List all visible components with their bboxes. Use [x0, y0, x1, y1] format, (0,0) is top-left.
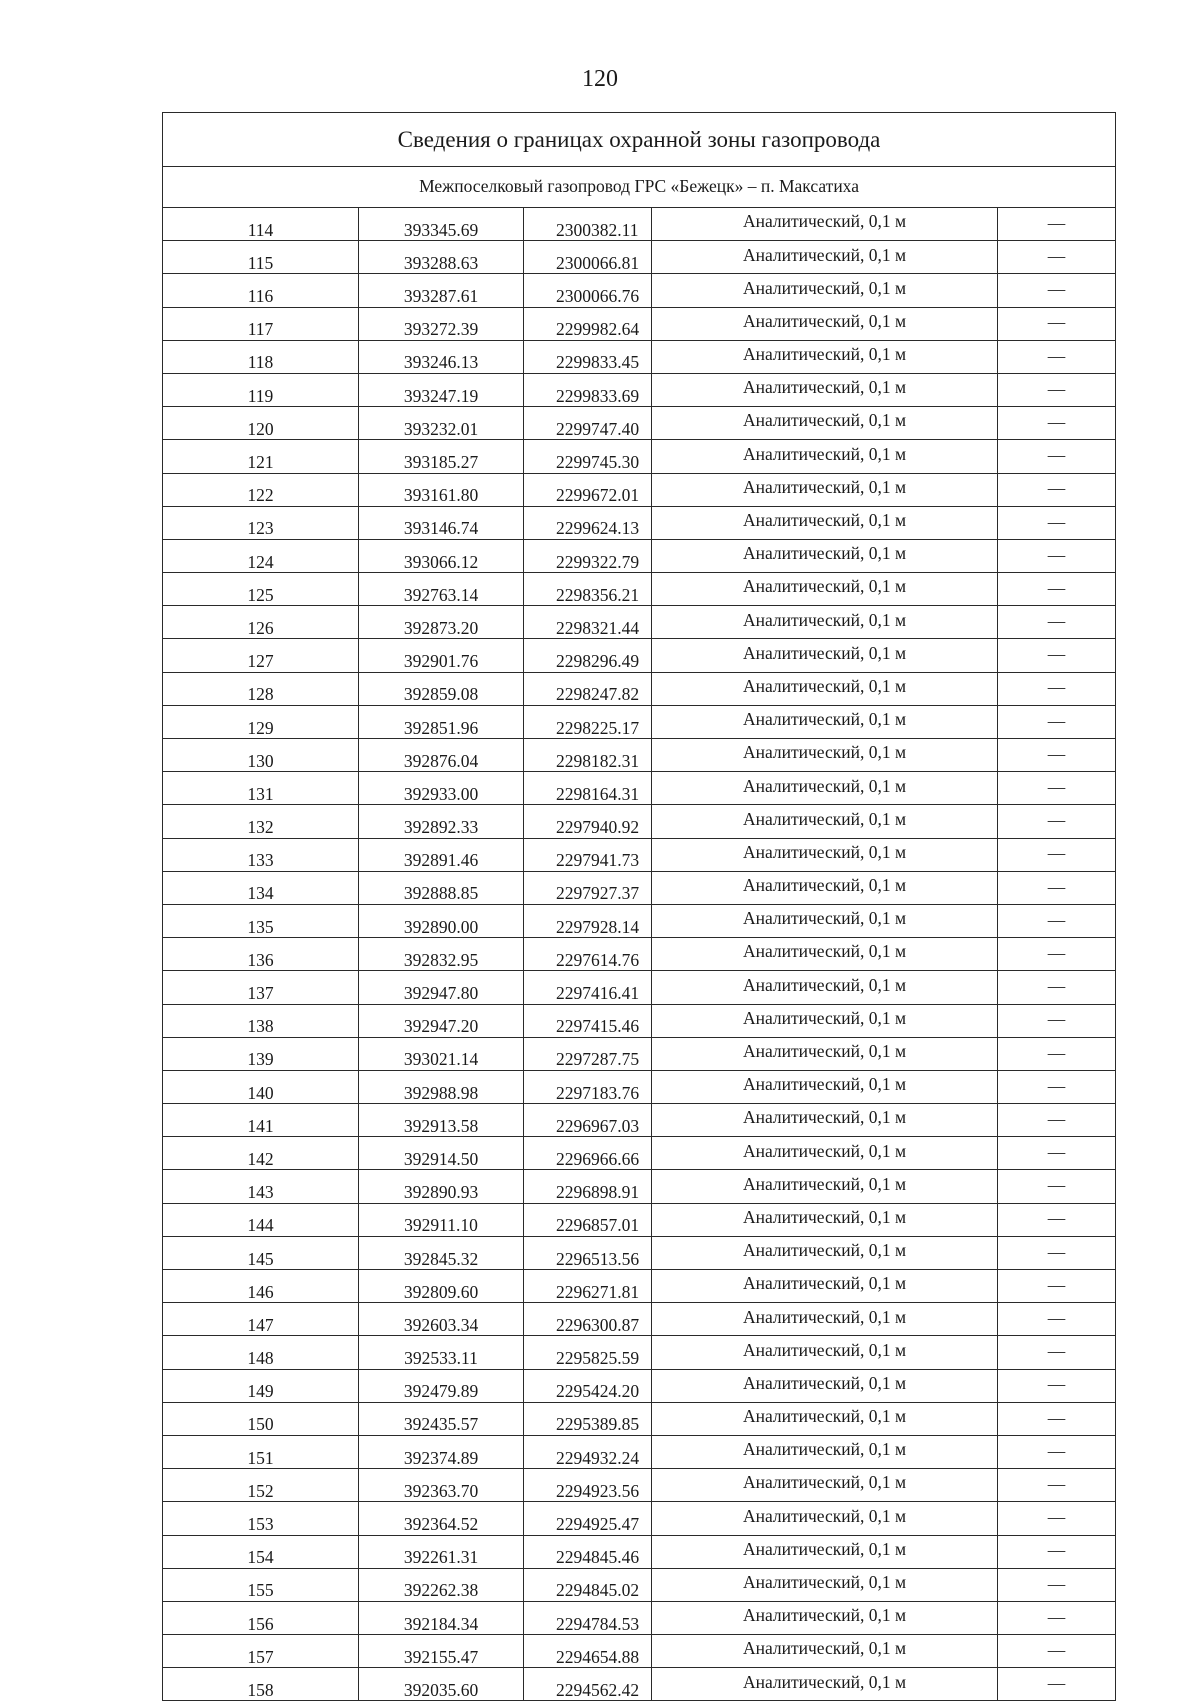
y-coordinate-cell: 2296898.91	[524, 1170, 652, 1203]
x-coordinate-cell: 393246.13	[359, 340, 524, 373]
method-cell: Аналитический, 0,1 м	[652, 241, 998, 274]
description-cell: —	[998, 1170, 1116, 1203]
x-coordinate-cell: 392913.58	[359, 1104, 524, 1137]
x-coordinate-cell: 392947.80	[359, 971, 524, 1004]
table-row	[163, 1502, 1116, 1535]
point-number-cell: 158	[163, 1668, 359, 1701]
point-number-cell: 156	[163, 1601, 359, 1634]
description-cell: —	[998, 1236, 1116, 1269]
table-row	[163, 1435, 1116, 1468]
description-cell: —	[998, 307, 1116, 340]
table-row	[163, 871, 1116, 904]
y-coordinate-cell: 2298164.31	[524, 772, 652, 805]
y-coordinate-cell: 2297614.76	[524, 938, 652, 971]
x-coordinate-cell: 392901.76	[359, 639, 524, 672]
method-cell: Аналитический, 0,1 м	[652, 1502, 998, 1535]
method-cell: Аналитический, 0,1 м	[652, 1037, 998, 1070]
point-number-cell: 126	[163, 606, 359, 639]
method-cell: Аналитический, 0,1 м	[652, 1635, 998, 1668]
y-coordinate-cell: 2294784.53	[524, 1601, 652, 1634]
point-number-cell: 131	[163, 772, 359, 805]
point-number-cell: 140	[163, 1070, 359, 1103]
description-cell: —	[998, 241, 1116, 274]
x-coordinate-cell: 392914.50	[359, 1137, 524, 1170]
y-coordinate-cell: 2299982.64	[524, 307, 652, 340]
method-cell: Аналитический, 0,1 м	[652, 1435, 998, 1468]
table-row	[163, 838, 1116, 871]
point-number-cell: 119	[163, 373, 359, 406]
point-number-cell: 116	[163, 274, 359, 307]
table-row	[163, 1203, 1116, 1236]
description-cell: —	[998, 1137, 1116, 1170]
description-cell: —	[998, 1336, 1116, 1369]
table-row	[163, 639, 1116, 672]
x-coordinate-cell: 393247.19	[359, 373, 524, 406]
method-cell: Аналитический, 0,1 м	[652, 705, 998, 738]
point-number-cell: 128	[163, 672, 359, 705]
y-coordinate-cell: 2297927.37	[524, 871, 652, 904]
y-coordinate-cell: 2294562.42	[524, 1668, 652, 1701]
x-coordinate-cell: 392809.60	[359, 1270, 524, 1303]
x-coordinate-cell: 392763.14	[359, 573, 524, 606]
x-coordinate-cell: 392891.46	[359, 838, 524, 871]
method-cell: Аналитический, 0,1 м	[652, 805, 998, 838]
description-cell: —	[998, 1601, 1116, 1634]
x-coordinate-cell: 393185.27	[359, 440, 524, 473]
table-subtitle: Межпоселковый газопровод ГРС «Бежецк» – п. Максатиха	[163, 167, 1116, 208]
y-coordinate-cell: 2296271.81	[524, 1270, 652, 1303]
point-number-cell: 150	[163, 1402, 359, 1435]
point-number-cell: 121	[163, 440, 359, 473]
point-number-cell: 153	[163, 1502, 359, 1535]
y-coordinate-cell: 2299672.01	[524, 473, 652, 506]
table-row	[163, 373, 1116, 406]
x-coordinate-cell: 392435.57	[359, 1402, 524, 1435]
y-coordinate-cell: 2296857.01	[524, 1203, 652, 1236]
x-coordinate-cell: 393272.39	[359, 307, 524, 340]
description-cell: —	[998, 705, 1116, 738]
point-number-cell: 142	[163, 1137, 359, 1170]
point-number-cell: 155	[163, 1568, 359, 1601]
description-cell: —	[998, 971, 1116, 1004]
description-cell: —	[998, 506, 1116, 539]
description-cell: —	[998, 274, 1116, 307]
table-row	[163, 1469, 1116, 1502]
table-row	[163, 1070, 1116, 1103]
point-number-cell: 115	[163, 241, 359, 274]
x-coordinate-cell: 392533.11	[359, 1336, 524, 1369]
table-row	[163, 938, 1116, 971]
x-coordinate-cell: 392933.00	[359, 772, 524, 805]
table-row	[163, 573, 1116, 606]
method-cell: Аналитический, 0,1 м	[652, 373, 998, 406]
method-cell: Аналитический, 0,1 м	[652, 1170, 998, 1203]
x-coordinate-cell: 393345.69	[359, 208, 524, 241]
y-coordinate-cell: 2296300.87	[524, 1303, 652, 1336]
description-cell: —	[998, 1303, 1116, 1336]
description-cell: —	[998, 1369, 1116, 1402]
method-cell: Аналитический, 0,1 м	[652, 1270, 998, 1303]
description-cell: —	[998, 573, 1116, 606]
table-subtitle-row	[163, 167, 1116, 208]
y-coordinate-cell: 2297415.46	[524, 1004, 652, 1037]
x-coordinate-cell: 393146.74	[359, 506, 524, 539]
table-row	[163, 606, 1116, 639]
method-cell: Аналитический, 0,1 м	[652, 1336, 998, 1369]
table-row	[163, 739, 1116, 772]
method-cell: Аналитический, 0,1 м	[652, 1469, 998, 1502]
table-row	[163, 904, 1116, 937]
table-row	[163, 1336, 1116, 1369]
point-number-cell: 114	[163, 208, 359, 241]
y-coordinate-cell: 2298247.82	[524, 672, 652, 705]
x-coordinate-cell: 392890.93	[359, 1170, 524, 1203]
table-row	[163, 1170, 1116, 1203]
point-number-cell: 144	[163, 1203, 359, 1236]
table-row	[163, 307, 1116, 340]
x-coordinate-cell: 392890.00	[359, 904, 524, 937]
point-number-cell: 123	[163, 506, 359, 539]
description-cell: —	[998, 1502, 1116, 1535]
method-cell: Аналитический, 0,1 м	[652, 1568, 998, 1601]
x-coordinate-cell: 393161.80	[359, 473, 524, 506]
y-coordinate-cell: 2299833.45	[524, 340, 652, 373]
point-number-cell: 147	[163, 1303, 359, 1336]
y-coordinate-cell: 2297941.73	[524, 838, 652, 871]
point-number-cell: 149	[163, 1369, 359, 1402]
point-number-cell: 120	[163, 407, 359, 440]
x-coordinate-cell: 392364.52	[359, 1502, 524, 1535]
point-number-cell: 151	[163, 1435, 359, 1468]
point-number-cell: 146	[163, 1270, 359, 1303]
y-coordinate-cell: 2300382.11	[524, 208, 652, 241]
y-coordinate-cell: 2297928.14	[524, 904, 652, 937]
description-cell: —	[998, 904, 1116, 937]
table-row	[163, 208, 1116, 241]
method-cell: Аналитический, 0,1 м	[652, 739, 998, 772]
method-cell: Аналитический, 0,1 м	[652, 938, 998, 971]
point-number-cell: 129	[163, 705, 359, 738]
x-coordinate-cell: 392155.47	[359, 1635, 524, 1668]
x-coordinate-cell: 392832.95	[359, 938, 524, 971]
description-cell: —	[998, 1435, 1116, 1468]
x-coordinate-cell: 392876.04	[359, 739, 524, 772]
point-number-cell: 145	[163, 1236, 359, 1269]
description-cell: —	[998, 208, 1116, 241]
description-cell: —	[998, 1668, 1116, 1701]
method-cell: Аналитический, 0,1 м	[652, 971, 998, 1004]
point-number-cell: 157	[163, 1635, 359, 1668]
x-coordinate-cell: 393232.01	[359, 407, 524, 440]
table-row	[163, 1004, 1116, 1037]
method-cell: Аналитический, 0,1 м	[652, 307, 998, 340]
point-number-cell: 132	[163, 805, 359, 838]
point-number-cell: 130	[163, 739, 359, 772]
y-coordinate-cell: 2299322.79	[524, 539, 652, 572]
point-number-cell: 118	[163, 340, 359, 373]
point-number-cell: 133	[163, 838, 359, 871]
point-number-cell: 124	[163, 539, 359, 572]
method-cell: Аналитический, 0,1 м	[652, 1369, 998, 1402]
table-row	[163, 1137, 1116, 1170]
x-coordinate-cell: 392911.10	[359, 1203, 524, 1236]
table-title: Сведения о границах охранной зоны газопровода	[163, 113, 1116, 167]
y-coordinate-cell: 2298182.31	[524, 739, 652, 772]
y-coordinate-cell: 2300066.81	[524, 241, 652, 274]
y-coordinate-cell: 2297287.75	[524, 1037, 652, 1070]
y-coordinate-cell: 2298296.49	[524, 639, 652, 672]
x-coordinate-cell: 392988.98	[359, 1070, 524, 1103]
method-cell: Аналитический, 0,1 м	[652, 871, 998, 904]
description-cell: —	[998, 805, 1116, 838]
description-cell: —	[998, 1004, 1116, 1037]
method-cell: Аналитический, 0,1 м	[652, 606, 998, 639]
table-row	[163, 1668, 1116, 1701]
table-row	[163, 1037, 1116, 1070]
description-cell: —	[998, 606, 1116, 639]
x-coordinate-cell: 392479.89	[359, 1369, 524, 1402]
table-row	[163, 1635, 1116, 1668]
method-cell: Аналитический, 0,1 м	[652, 539, 998, 572]
y-coordinate-cell: 2295825.59	[524, 1336, 652, 1369]
table-row	[163, 340, 1116, 373]
point-number-cell: 141	[163, 1104, 359, 1137]
point-number-cell: 152	[163, 1469, 359, 1502]
description-cell: —	[998, 373, 1116, 406]
y-coordinate-cell: 2296967.03	[524, 1104, 652, 1137]
y-coordinate-cell: 2299747.40	[524, 407, 652, 440]
table-row	[163, 772, 1116, 805]
description-cell: —	[998, 1635, 1116, 1668]
method-cell: Аналитический, 0,1 м	[652, 639, 998, 672]
table-row	[163, 672, 1116, 705]
y-coordinate-cell: 2297940.92	[524, 805, 652, 838]
y-coordinate-cell: 2299833.69	[524, 373, 652, 406]
point-number-cell: 125	[163, 573, 359, 606]
y-coordinate-cell: 2297416.41	[524, 971, 652, 1004]
method-cell: Аналитический, 0,1 м	[652, 904, 998, 937]
point-number-cell: 117	[163, 307, 359, 340]
x-coordinate-cell: 392859.08	[359, 672, 524, 705]
table-row	[163, 971, 1116, 1004]
y-coordinate-cell: 2299624.13	[524, 506, 652, 539]
method-cell: Аналитический, 0,1 м	[652, 407, 998, 440]
description-cell: —	[998, 1037, 1116, 1070]
x-coordinate-cell: 393287.61	[359, 274, 524, 307]
y-coordinate-cell: 2294932.24	[524, 1435, 652, 1468]
y-coordinate-cell: 2298321.44	[524, 606, 652, 639]
description-cell: —	[998, 1070, 1116, 1103]
y-coordinate-cell: 2294654.88	[524, 1635, 652, 1668]
table-row	[163, 1568, 1116, 1601]
method-cell: Аналитический, 0,1 м	[652, 1004, 998, 1037]
method-cell: Аналитический, 0,1 м	[652, 772, 998, 805]
table-row	[163, 1104, 1116, 1137]
description-cell: —	[998, 1203, 1116, 1236]
description-cell: —	[998, 938, 1116, 971]
x-coordinate-cell: 392845.32	[359, 1236, 524, 1269]
description-cell: —	[998, 539, 1116, 572]
table-row	[163, 440, 1116, 473]
x-coordinate-cell: 392374.89	[359, 1435, 524, 1468]
y-coordinate-cell: 2294845.46	[524, 1535, 652, 1568]
table-row	[163, 473, 1116, 506]
method-cell: Аналитический, 0,1 м	[652, 440, 998, 473]
x-coordinate-cell: 392184.34	[359, 1601, 524, 1634]
description-cell: —	[998, 1104, 1116, 1137]
description-cell: —	[998, 473, 1116, 506]
point-number-cell: 138	[163, 1004, 359, 1037]
y-coordinate-cell: 2296966.66	[524, 1137, 652, 1170]
method-cell: Аналитический, 0,1 м	[652, 1303, 998, 1336]
method-cell: Аналитический, 0,1 м	[652, 1668, 998, 1701]
method-cell: Аналитический, 0,1 м	[652, 1402, 998, 1435]
description-cell: —	[998, 672, 1116, 705]
table-row	[163, 705, 1116, 738]
method-cell: Аналитический, 0,1 м	[652, 473, 998, 506]
table-row	[163, 1236, 1116, 1269]
method-cell: Аналитический, 0,1 м	[652, 573, 998, 606]
method-cell: Аналитический, 0,1 м	[652, 1104, 998, 1137]
table-row	[163, 1303, 1116, 1336]
method-cell: Аналитический, 0,1 м	[652, 506, 998, 539]
description-cell: —	[998, 739, 1116, 772]
table-row	[163, 407, 1116, 440]
y-coordinate-cell: 2299745.30	[524, 440, 652, 473]
table-row	[163, 539, 1116, 572]
x-coordinate-cell: 392888.85	[359, 871, 524, 904]
description-cell: —	[998, 440, 1116, 473]
method-cell: Аналитический, 0,1 м	[652, 1137, 998, 1170]
y-coordinate-cell: 2296513.56	[524, 1236, 652, 1269]
table-row	[163, 1601, 1116, 1634]
table-row	[163, 1270, 1116, 1303]
description-cell: —	[998, 1535, 1116, 1568]
x-coordinate-cell: 392363.70	[359, 1469, 524, 1502]
point-number-cell: 136	[163, 938, 359, 971]
description-cell: —	[998, 772, 1116, 805]
point-number-cell: 135	[163, 904, 359, 937]
description-cell: —	[998, 340, 1116, 373]
description-cell: —	[998, 871, 1116, 904]
point-number-cell: 143	[163, 1170, 359, 1203]
table-row	[163, 1535, 1116, 1568]
description-cell: —	[998, 639, 1116, 672]
method-cell: Аналитический, 0,1 м	[652, 208, 998, 241]
x-coordinate-cell: 392892.33	[359, 805, 524, 838]
x-coordinate-cell: 392873.20	[359, 606, 524, 639]
y-coordinate-cell: 2295389.85	[524, 1402, 652, 1435]
table-row	[163, 274, 1116, 307]
point-number-cell: 134	[163, 871, 359, 904]
method-cell: Аналитический, 0,1 м	[652, 1070, 998, 1103]
x-coordinate-cell: 393288.63	[359, 241, 524, 274]
x-coordinate-cell: 392603.34	[359, 1303, 524, 1336]
y-coordinate-cell: 2294925.47	[524, 1502, 652, 1535]
y-coordinate-cell: 2294923.56	[524, 1469, 652, 1502]
point-number-cell: 148	[163, 1336, 359, 1369]
description-cell: —	[998, 1402, 1116, 1435]
description-cell: —	[998, 407, 1116, 440]
y-coordinate-cell: 2295424.20	[524, 1369, 652, 1402]
method-cell: Аналитический, 0,1 м	[652, 1535, 998, 1568]
table-body	[163, 208, 1116, 1701]
x-coordinate-cell: 392947.20	[359, 1004, 524, 1037]
y-coordinate-cell: 2298356.21	[524, 573, 652, 606]
table-title-row	[163, 113, 1116, 167]
method-cell: Аналитический, 0,1 м	[652, 1601, 998, 1634]
description-cell: —	[998, 1270, 1116, 1303]
table-row	[163, 241, 1116, 274]
y-coordinate-cell: 2298225.17	[524, 705, 652, 738]
x-coordinate-cell: 393066.12	[359, 539, 524, 572]
x-coordinate-cell: 392261.31	[359, 1535, 524, 1568]
table-row	[163, 805, 1116, 838]
description-cell: —	[998, 1568, 1116, 1601]
point-number-cell: 137	[163, 971, 359, 1004]
description-cell: —	[998, 838, 1116, 871]
x-coordinate-cell: 393021.14	[359, 1037, 524, 1070]
method-cell: Аналитический, 0,1 м	[652, 1203, 998, 1236]
table-row	[163, 1402, 1116, 1435]
method-cell: Аналитический, 0,1 м	[652, 672, 998, 705]
point-number-cell: 154	[163, 1535, 359, 1568]
point-number-cell: 139	[163, 1037, 359, 1070]
x-coordinate-cell: 392262.38	[359, 1568, 524, 1601]
y-coordinate-cell: 2300066.76	[524, 274, 652, 307]
description-cell: —	[998, 1469, 1116, 1502]
method-cell: Аналитический, 0,1 м	[652, 1236, 998, 1269]
y-coordinate-cell: 2297183.76	[524, 1070, 652, 1103]
point-number-cell: 122	[163, 473, 359, 506]
method-cell: Аналитический, 0,1 м	[652, 340, 998, 373]
page-number: 120	[582, 66, 618, 92]
x-coordinate-cell: 392035.60	[359, 1668, 524, 1701]
x-coordinate-cell: 392851.96	[359, 705, 524, 738]
table-row	[163, 1369, 1116, 1402]
method-cell: Аналитический, 0,1 м	[652, 274, 998, 307]
y-coordinate-cell: 2294845.02	[524, 1568, 652, 1601]
boundary-coordinates-table	[162, 112, 1116, 1701]
table-row	[163, 506, 1116, 539]
point-number-cell: 127	[163, 639, 359, 672]
method-cell: Аналитический, 0,1 м	[652, 838, 998, 871]
